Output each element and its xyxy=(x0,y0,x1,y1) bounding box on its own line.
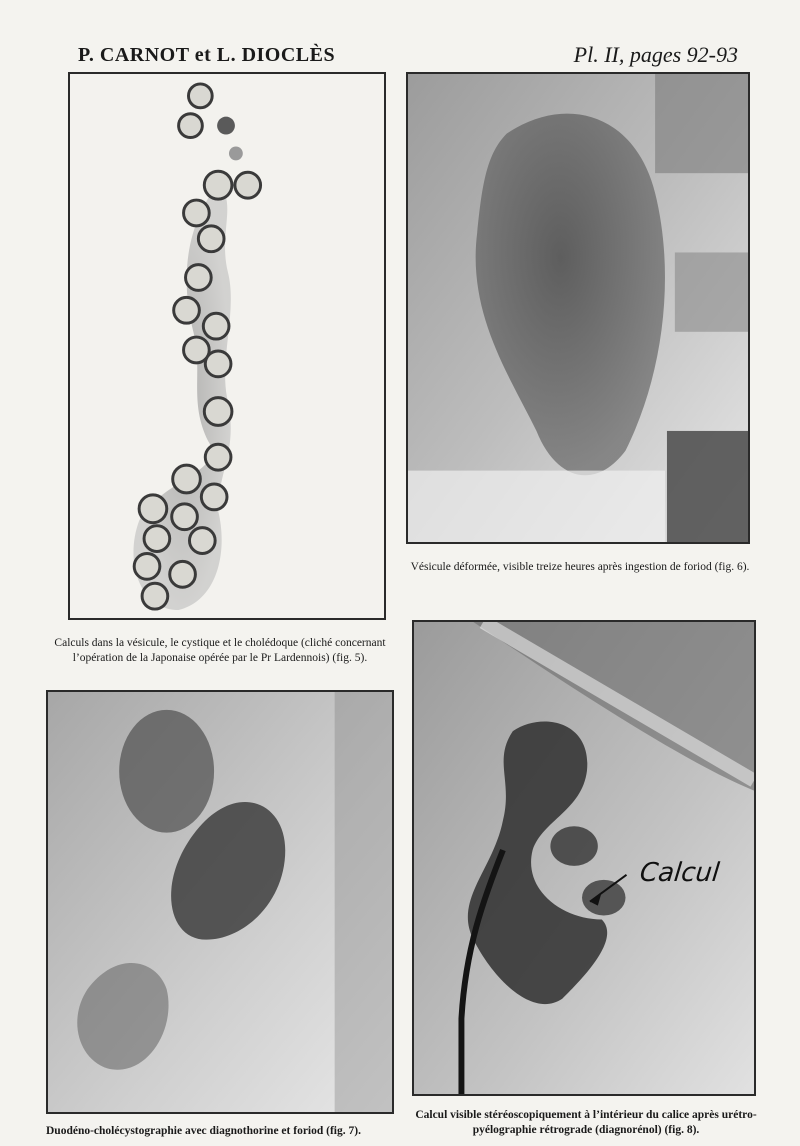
calcul-annotation: Calcul xyxy=(638,858,721,888)
header-plate-reference: Pl. II, pages 92-93 xyxy=(573,42,738,67)
figure-6-gallbladder-radiograph xyxy=(406,72,750,544)
figure-5-gallstones-radiograph xyxy=(68,72,386,620)
figure-7-duodeno-cholecystography-radiograph xyxy=(46,690,394,1114)
figure-6-caption: Vésicule déformée, visible treize heures après ingestion de foriod (fig. 6). xyxy=(410,561,750,573)
figure-7-caption: Duodéno-cholécystographie avec diagnothorine et foriod (fig. 7). xyxy=(46,1125,361,1137)
header-authors: P. CARNOT et L. DIOCLÈS xyxy=(78,44,336,66)
figure-8-caption: Calcul visible stéréoscopiquement à l’intérieur du calice après urétro-pyélographie rétrograde (diagnorénol) (fig. 8). xyxy=(415,1109,757,1136)
figure-5-caption: Calculs dans la vésicule, le cystique et le cholédoque (cliché concernant l’opération de la Japonaise opérée par le Pr Lardennois) (fig. 5). xyxy=(54,637,386,664)
